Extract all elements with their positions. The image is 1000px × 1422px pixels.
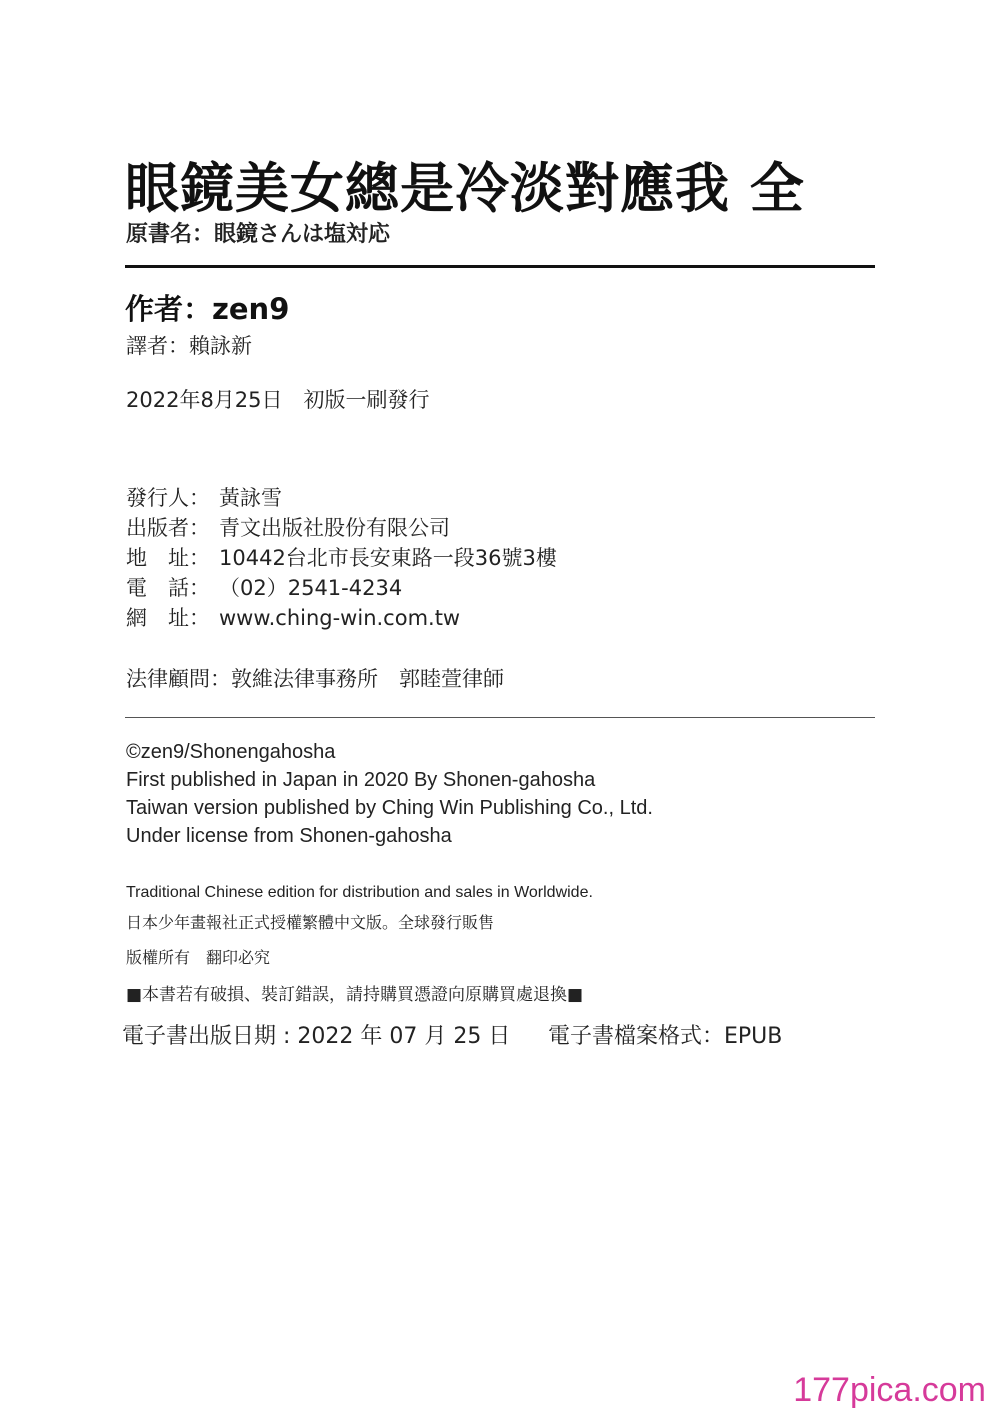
publisher-row-value: （02）2541-4234 — [219, 576, 403, 600]
distribution-chinese: 日本少年畫報社正式授權繁體中文版。全球發行販售 — [126, 913, 495, 932]
rights-reserved: 版權所有 翻印必究 — [126, 948, 271, 967]
divider-thin — [125, 717, 875, 718]
publisher-row-value: 黃詠雪 — [219, 486, 282, 510]
legal-advisor: 法律顧問：敦維法律事務所 郭睦萱律師 — [126, 667, 504, 691]
taiwan-version-line: Taiwan version published by Ching Win Publishing Co., Ltd. — [126, 797, 653, 819]
publisher-row-label: 發行人： — [126, 486, 210, 510]
author: 作者：zen9 — [125, 292, 290, 326]
copyright-line: ©zen9/Shonengahosha — [126, 741, 336, 763]
publisher-row-label: 出版者： — [126, 516, 210, 540]
publisher-row-label: 電 話： — [126, 576, 210, 600]
publisher-row-label: 地 址： — [126, 546, 210, 570]
publisher-row-phone — [126, 572, 402, 602]
watermark: 177pica.com — [793, 1371, 986, 1409]
book-title: 眼鏡美女總是冷淡對應我 全 — [125, 157, 805, 220]
ebook-publish-date: 電子書出版日期 : 2022 年 07 月 25 日 — [122, 1024, 511, 1049]
first-published-line: First published in Japan in 2020 By Shonen-gahosha — [126, 769, 596, 791]
divider-thick — [125, 265, 875, 268]
return-notice: ■本書若有破損、裝訂錯誤，請持購買憑證向原購買處退換■ — [126, 985, 584, 1005]
publisher-row-issuer — [126, 482, 282, 512]
original-title: 原書名：眼鏡さんは塩対応 — [126, 222, 391, 247]
publication-date: 2022年8月25日 初版一刷發行 — [126, 388, 430, 412]
publisher-row-website — [126, 602, 460, 632]
translator: 譯者：賴詠新 — [126, 334, 252, 358]
publisher-row-publisher — [126, 512, 450, 542]
publisher-row-value: 青文出版社股份有限公司 — [219, 516, 450, 540]
publisher-row-address — [126, 542, 557, 572]
ebook-format: 電子書檔案格式：EPUB — [548, 1024, 783, 1049]
publisher-row-value: www.ching-win.com.tw — [219, 606, 461, 630]
publisher-row-value: 10442台北市長安東路一段36號3樓 — [219, 546, 557, 570]
publisher-row-label: 網 址： — [126, 606, 210, 630]
distribution-english: Traditional Chinese edition for distribution and sales in Worldwide. — [126, 884, 593, 901]
license-line: Under license from Shonen-gahosha — [126, 825, 452, 847]
